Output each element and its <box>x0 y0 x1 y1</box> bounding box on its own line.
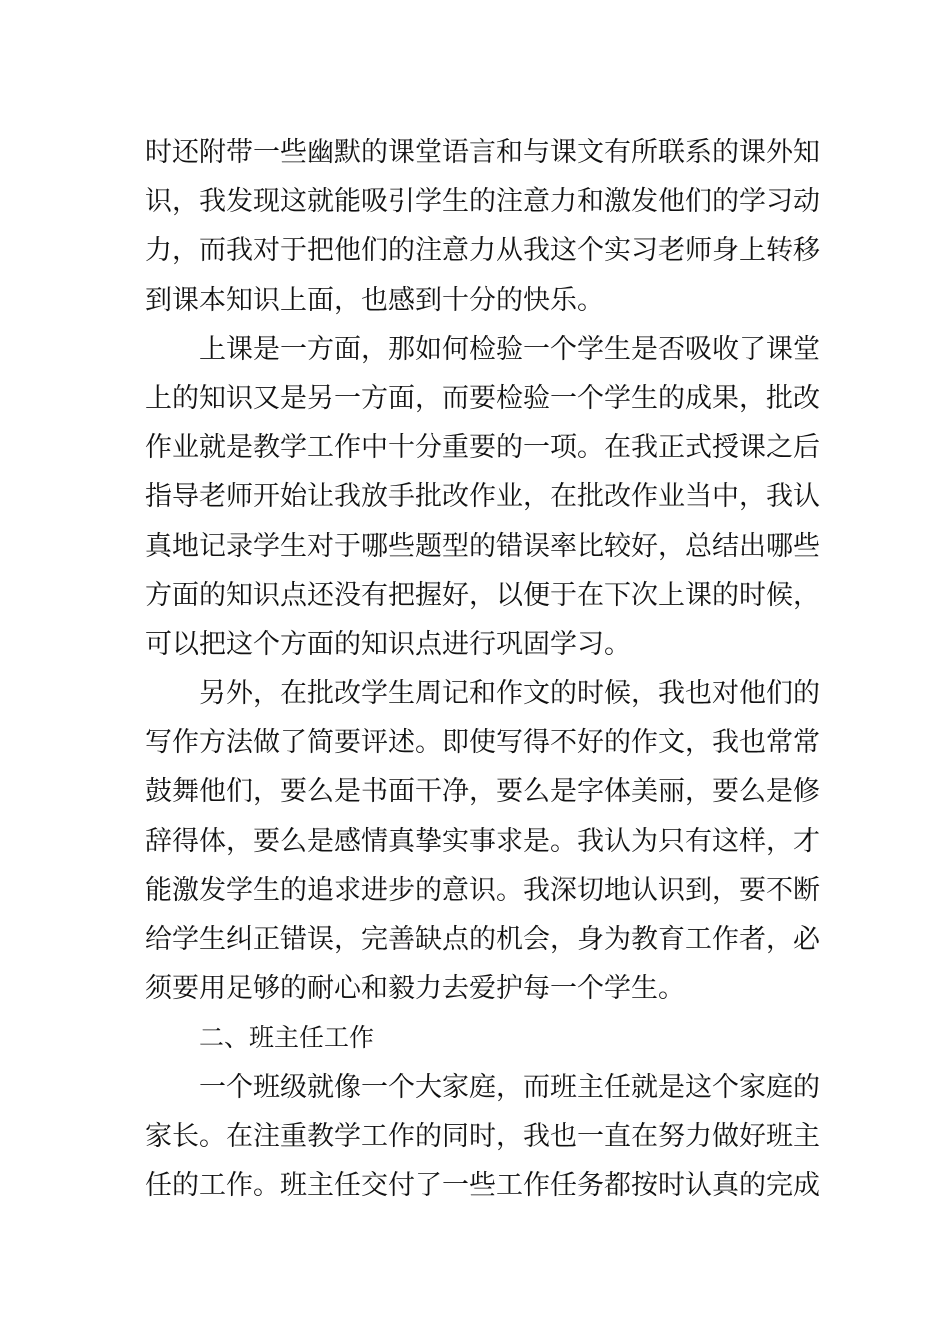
text-line: 任的工作。班主任交付了一些工作任务都按时认真的完成 <box>145 1169 820 1201</box>
paragraph-start-line: 另外，在批改学生周记和作文的时候，我也对他们的 <box>199 678 820 710</box>
text-line: 能激发学生的追求进步的意识。我深切地认识到，要不断 <box>145 874 820 906</box>
text-line: 写作方法做了简要评述。即使写得不好的作文，我也常常 <box>145 727 820 759</box>
body-text <box>145 128 820 1210</box>
text-line: 鼓舞他们，要么是书面干净，要么是字体美丽，要么是修 <box>145 776 820 808</box>
text-line: 作业就是教学工作中十分重要的一项。在我正式授课之后 <box>145 432 820 464</box>
text-line: 家长。在注重教学工作的同时，我也一直在努力做好班主 <box>145 1120 820 1152</box>
text-line: 指导老师开始让我放手批改作业，在批改作业当中，我认 <box>145 481 820 513</box>
text-line: 上的知识又是另一方面，而要检验一个学生的成果，批改 <box>145 382 820 414</box>
paragraph-start-line: 一个班级就像一个大家庭，而班主任就是这个家庭的 <box>199 1071 820 1103</box>
text-line: 给学生纠正错误，完善缺点的机会，身为教育工作者，必 <box>145 924 820 955</box>
text-line: 真地记录学生对于哪些题型的错误率比较好，总结出哪些 <box>145 530 820 562</box>
text-line: 方面的知识点还没有把握好，以便于在下次上课的时候， <box>145 579 820 611</box>
text-line: 力，而我对于把他们的注意力从我这个实习老师身上转移 <box>145 235 820 267</box>
section-heading: 二、班主任工作 <box>199 1023 375 1053</box>
text-line: 须要用足够的耐心和毅力去爱护每一个学生。 <box>145 973 685 1005</box>
text-line: 时还附带一些幽默的课堂语言和与课文有所联系的课外知 <box>145 137 820 168</box>
text-line: 可以把这个方面的知识点进行巩固学习。 <box>145 628 631 660</box>
text-line: 辞得体，要么是感情真挚实事求是。我认为只有这样，才 <box>145 825 820 857</box>
text-line: 到课本知识上面，也感到十分的快乐。 <box>145 284 604 316</box>
text-line: 识，我发现这就能吸引学生的注意力和激发他们的学习动 <box>145 186 820 218</box>
paragraph-start-line: 上课是一方面，那如何检验一个学生是否吸收了课堂 <box>199 333 820 365</box>
